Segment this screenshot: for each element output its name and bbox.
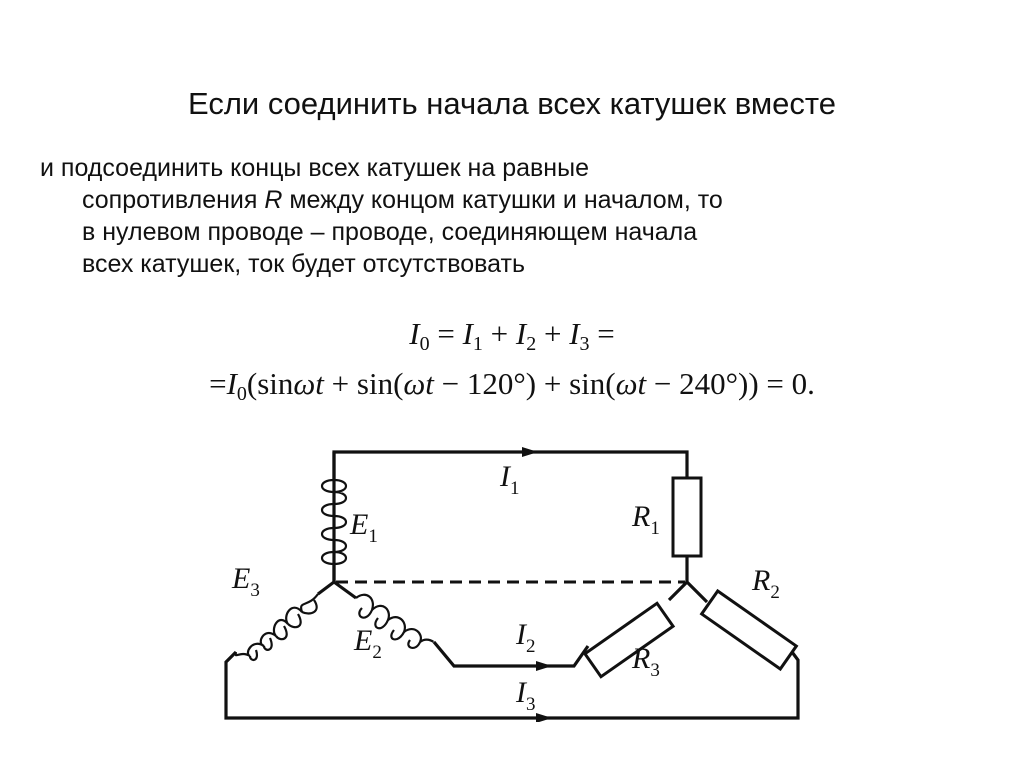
arrow-i1: [522, 447, 538, 457]
body-line-2-end: между концом катушки и началом, то: [282, 186, 723, 214]
formula-i0: I: [226, 366, 237, 401]
body-line-3: в нулевом проводе – проводе, соединяющем начала: [82, 218, 698, 246]
label-i1: I1: [500, 460, 520, 499]
formula-sin-1: (sin: [246, 366, 294, 401]
coil-e3: [236, 594, 318, 660]
formula-plus-1: +: [482, 316, 516, 351]
wire-e2-start: [334, 582, 356, 598]
body-line-1: и подсоединить концы всех катушек на равные: [40, 154, 589, 182]
formula-t-2: t: [425, 366, 434, 401]
formula-i3-sub: 3: [579, 333, 590, 355]
label-e2: E2: [354, 624, 382, 663]
wire-r2-from-junction: [687, 582, 707, 602]
body-line-2: [40, 184, 1000, 216]
label-e3: E3: [232, 562, 260, 601]
formula-i3: I: [569, 316, 580, 351]
formula-line-1: [0, 316, 1024, 355]
body-line-4: всех катушек, ток будет отсутствовать: [82, 250, 525, 278]
formula-i0-sub: 0: [236, 383, 247, 405]
formula-i1: I: [462, 316, 473, 351]
formula-t-1: t: [315, 366, 324, 401]
formula-phase-3: − 240°)): [646, 366, 759, 401]
wire-outer-loop: [226, 652, 798, 718]
body-line-2-start: сопротивления: [82, 186, 265, 214]
formula-plus-2: +: [536, 316, 570, 351]
slide-title: Если соединить начала всех катушек вместе: [187, 86, 836, 121]
wire-e3-start: [318, 582, 334, 594]
wire-r3-to-junction: [669, 582, 687, 600]
formula-i0: I: [409, 316, 420, 351]
formula-eq-end: =: [589, 316, 615, 351]
label-i2: I2: [516, 618, 536, 657]
label-r2: R2: [752, 564, 780, 603]
formula-sin-2: sin(: [356, 366, 404, 401]
formula-i1-sub: 1: [472, 333, 483, 355]
formula-omega-2: ω: [403, 366, 426, 401]
formula-plus-1: +: [323, 366, 357, 401]
three-phase-circuit-diagram: [222, 440, 802, 722]
label-r3: R3: [632, 642, 660, 681]
label-r1: R1: [632, 500, 660, 539]
arrow-i2: [536, 661, 552, 671]
formula-sin-3: sin(: [569, 366, 616, 401]
formula-result: = 0.: [758, 366, 815, 401]
formula-eq: =: [429, 316, 463, 351]
formula-omega-3: ω: [615, 366, 638, 401]
label-e1: E1: [350, 508, 378, 547]
formula-i0-sub: 0: [419, 333, 430, 355]
formula-i2: I: [515, 316, 527, 351]
formula-eq-start: =: [209, 366, 227, 401]
formula-i2-sub: 2: [526, 333, 537, 355]
label-i3: I3: [516, 676, 536, 715]
formula-phase-2: − 120°): [433, 366, 537, 401]
formula-t-3: t: [637, 366, 647, 401]
formula-plus-2: +: [536, 366, 570, 401]
resistor-r3: [585, 603, 673, 676]
resistor-r1: [673, 478, 701, 556]
arrow-i3: [536, 713, 552, 722]
formula-line-2: [0, 366, 1024, 405]
formula-omega-1: ω: [293, 366, 316, 401]
resistance-symbol: R: [264, 186, 283, 214]
body-paragraph: [40, 152, 1000, 280]
wire-e2-to-i2: [434, 642, 588, 666]
resistor-r2: [702, 591, 797, 669]
